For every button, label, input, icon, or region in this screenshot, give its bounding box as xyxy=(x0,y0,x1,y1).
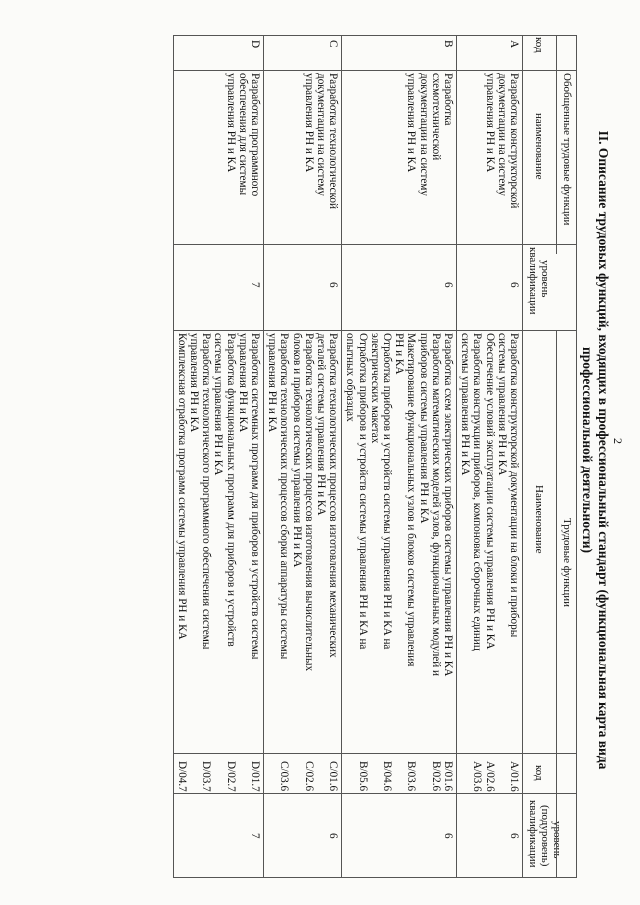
function-code: А/03.6 xyxy=(471,761,484,792)
group-name: Разработка технологической xyxy=(327,73,340,209)
function-name: Разработка технологических процессов сборки аппаратуры системы xyxy=(278,333,291,660)
group-level: 7 xyxy=(249,282,261,288)
group-name: обеспечения для системы xyxy=(236,73,249,196)
function-code: С/03.6 xyxy=(278,761,291,792)
function-name: Разработка функциональных программ для приборов и устройств xyxy=(224,333,237,647)
function-name: управления РН и КА xyxy=(188,333,200,433)
group-name: управления РН и КА xyxy=(302,73,315,173)
group-sub-level: 7 xyxy=(249,833,261,839)
table-rule xyxy=(173,793,577,794)
function-name: опытных образцах xyxy=(344,333,357,422)
group-name: документации на систему xyxy=(495,73,508,196)
table-rule xyxy=(173,35,174,877)
group-sub-level: 6 xyxy=(327,833,340,839)
function-name: Разработка технологических процессов изготовления механических xyxy=(327,333,340,658)
header-code-gf: код xyxy=(533,37,545,53)
table-rule xyxy=(173,244,577,245)
function-name: Разработка схем электрических приборов системы управления РН и КА xyxy=(442,333,454,677)
group-code: С xyxy=(327,40,340,48)
header-generalized-functions: Обобщенные трудовые функции xyxy=(561,73,573,226)
header-sub-level-l1: уровень xyxy=(551,821,563,859)
function-name: электрических макетах xyxy=(368,333,381,444)
function-name: Комплексная отработка программ системы управления РН и КА xyxy=(175,333,188,640)
header-sub-level-l3: квалификации xyxy=(527,800,539,868)
function-code: В/05.6 xyxy=(356,761,369,792)
group-code: В xyxy=(442,40,454,48)
section-title-line-2: профессиональной деятельности) xyxy=(580,347,595,553)
function-name: Разработка технологического программного обеспечения системы xyxy=(200,333,213,650)
header-sub-level-l2: (подуровень) xyxy=(539,805,551,867)
table-rule xyxy=(522,35,523,877)
function-code: А/02.6 xyxy=(483,761,496,792)
function-name: Отработка приборов и устройств системы управления РН и КА на xyxy=(381,333,393,650)
group-code: D xyxy=(249,40,261,49)
function-name: приборов системы управления РН и КА xyxy=(417,333,430,524)
function-name: Разработка конструкторской документации на блоки и приборы xyxy=(508,333,520,638)
rotated-content xyxy=(13,15,625,885)
group-name: документации на систему xyxy=(417,73,430,196)
function-name: управления РН и КА xyxy=(236,333,249,433)
header-labor-functions: Трудовые функции xyxy=(561,518,573,608)
function-name: РН и КА xyxy=(393,333,406,375)
section-title-line-1: II. Описание трудовых функций, входящих в профессиональный стандарт (функциональная карта вида xyxy=(596,130,611,770)
function-code: В/03.6 xyxy=(405,761,418,792)
table-rule xyxy=(173,877,577,878)
function-code: В/01.6 xyxy=(442,761,454,792)
table-rule xyxy=(173,330,577,331)
group-level: 6 xyxy=(327,282,340,288)
group-name: документации на систему xyxy=(315,73,327,196)
function-code: С/02.6 xyxy=(302,761,315,792)
function-code: А/01.6 xyxy=(508,761,520,792)
table-rule xyxy=(556,330,557,877)
table-rule xyxy=(173,753,577,754)
function-code: D/01.7 xyxy=(249,761,261,792)
table-rule xyxy=(341,35,342,877)
table-rule xyxy=(576,35,577,877)
header-level-l2: квалификации xyxy=(527,247,539,315)
function-name: управления РН и КА xyxy=(266,333,279,433)
group-sub-level: 6 xyxy=(442,833,454,839)
group-sub-level: 6 xyxy=(508,833,520,839)
group-level: 6 xyxy=(508,282,520,288)
function-code: D/04.7 xyxy=(175,761,188,792)
table-rule xyxy=(173,70,577,71)
group-name: управления РН и КА xyxy=(224,73,237,173)
header-tf-code: код xyxy=(533,765,545,781)
function-code: D/02.7 xyxy=(224,761,237,792)
function-name: Отработка приборов и устройств системы управления РН и КА на xyxy=(356,333,369,650)
function-name: Макетирование функциональных узлов и блоков системы управления xyxy=(405,333,418,667)
function-name: Разработка математических моделей узлов, функциональных модулей и xyxy=(429,333,442,677)
header-tf-name: Наименование xyxy=(533,485,545,554)
function-name: системы управления РН и КА xyxy=(495,333,508,476)
group-level: 6 xyxy=(442,282,454,288)
page-number: 2 xyxy=(611,438,625,444)
group-name: схемотехнической xyxy=(429,73,442,161)
function-name: Разработка системных программ для приборов и устройств системы xyxy=(249,333,261,660)
table-rule xyxy=(173,35,577,36)
function-name: системы управления РН и КА xyxy=(212,333,225,476)
table-rule xyxy=(263,35,264,877)
table-rule xyxy=(456,35,457,877)
function-name: Разработка конструкции приборов, компоновка сборочных единиц xyxy=(471,333,484,651)
header-name-gf: наименование xyxy=(533,113,545,180)
table-rule xyxy=(556,35,557,254)
function-code: D/03.7 xyxy=(200,761,213,792)
group-name: Разработка конструкторской xyxy=(508,73,520,209)
group-name: Разработка xyxy=(442,73,454,126)
group-name: Разработка программного xyxy=(249,73,261,197)
function-name: деталей системы управления РН и КА xyxy=(315,333,327,516)
function-code: С/01.6 xyxy=(327,761,340,792)
function-name: системы управления РН и КА xyxy=(459,333,472,476)
group-name: управления РН и КА xyxy=(405,73,418,173)
function-name: Обеспечение условий эксплуатации системы управления РН и КА xyxy=(483,333,496,650)
group-code: А xyxy=(508,40,520,49)
function-name: блоков и приборов системы управления РН и КА xyxy=(290,333,303,568)
group-name: управления РН и КА xyxy=(483,73,496,173)
function-code: В/04.6 xyxy=(381,761,393,792)
header-level-l1: уровень xyxy=(539,260,551,298)
function-name: Разработка технологических процессов изготовления вычислительных xyxy=(302,333,315,672)
function-code: В/02.6 xyxy=(429,761,442,792)
